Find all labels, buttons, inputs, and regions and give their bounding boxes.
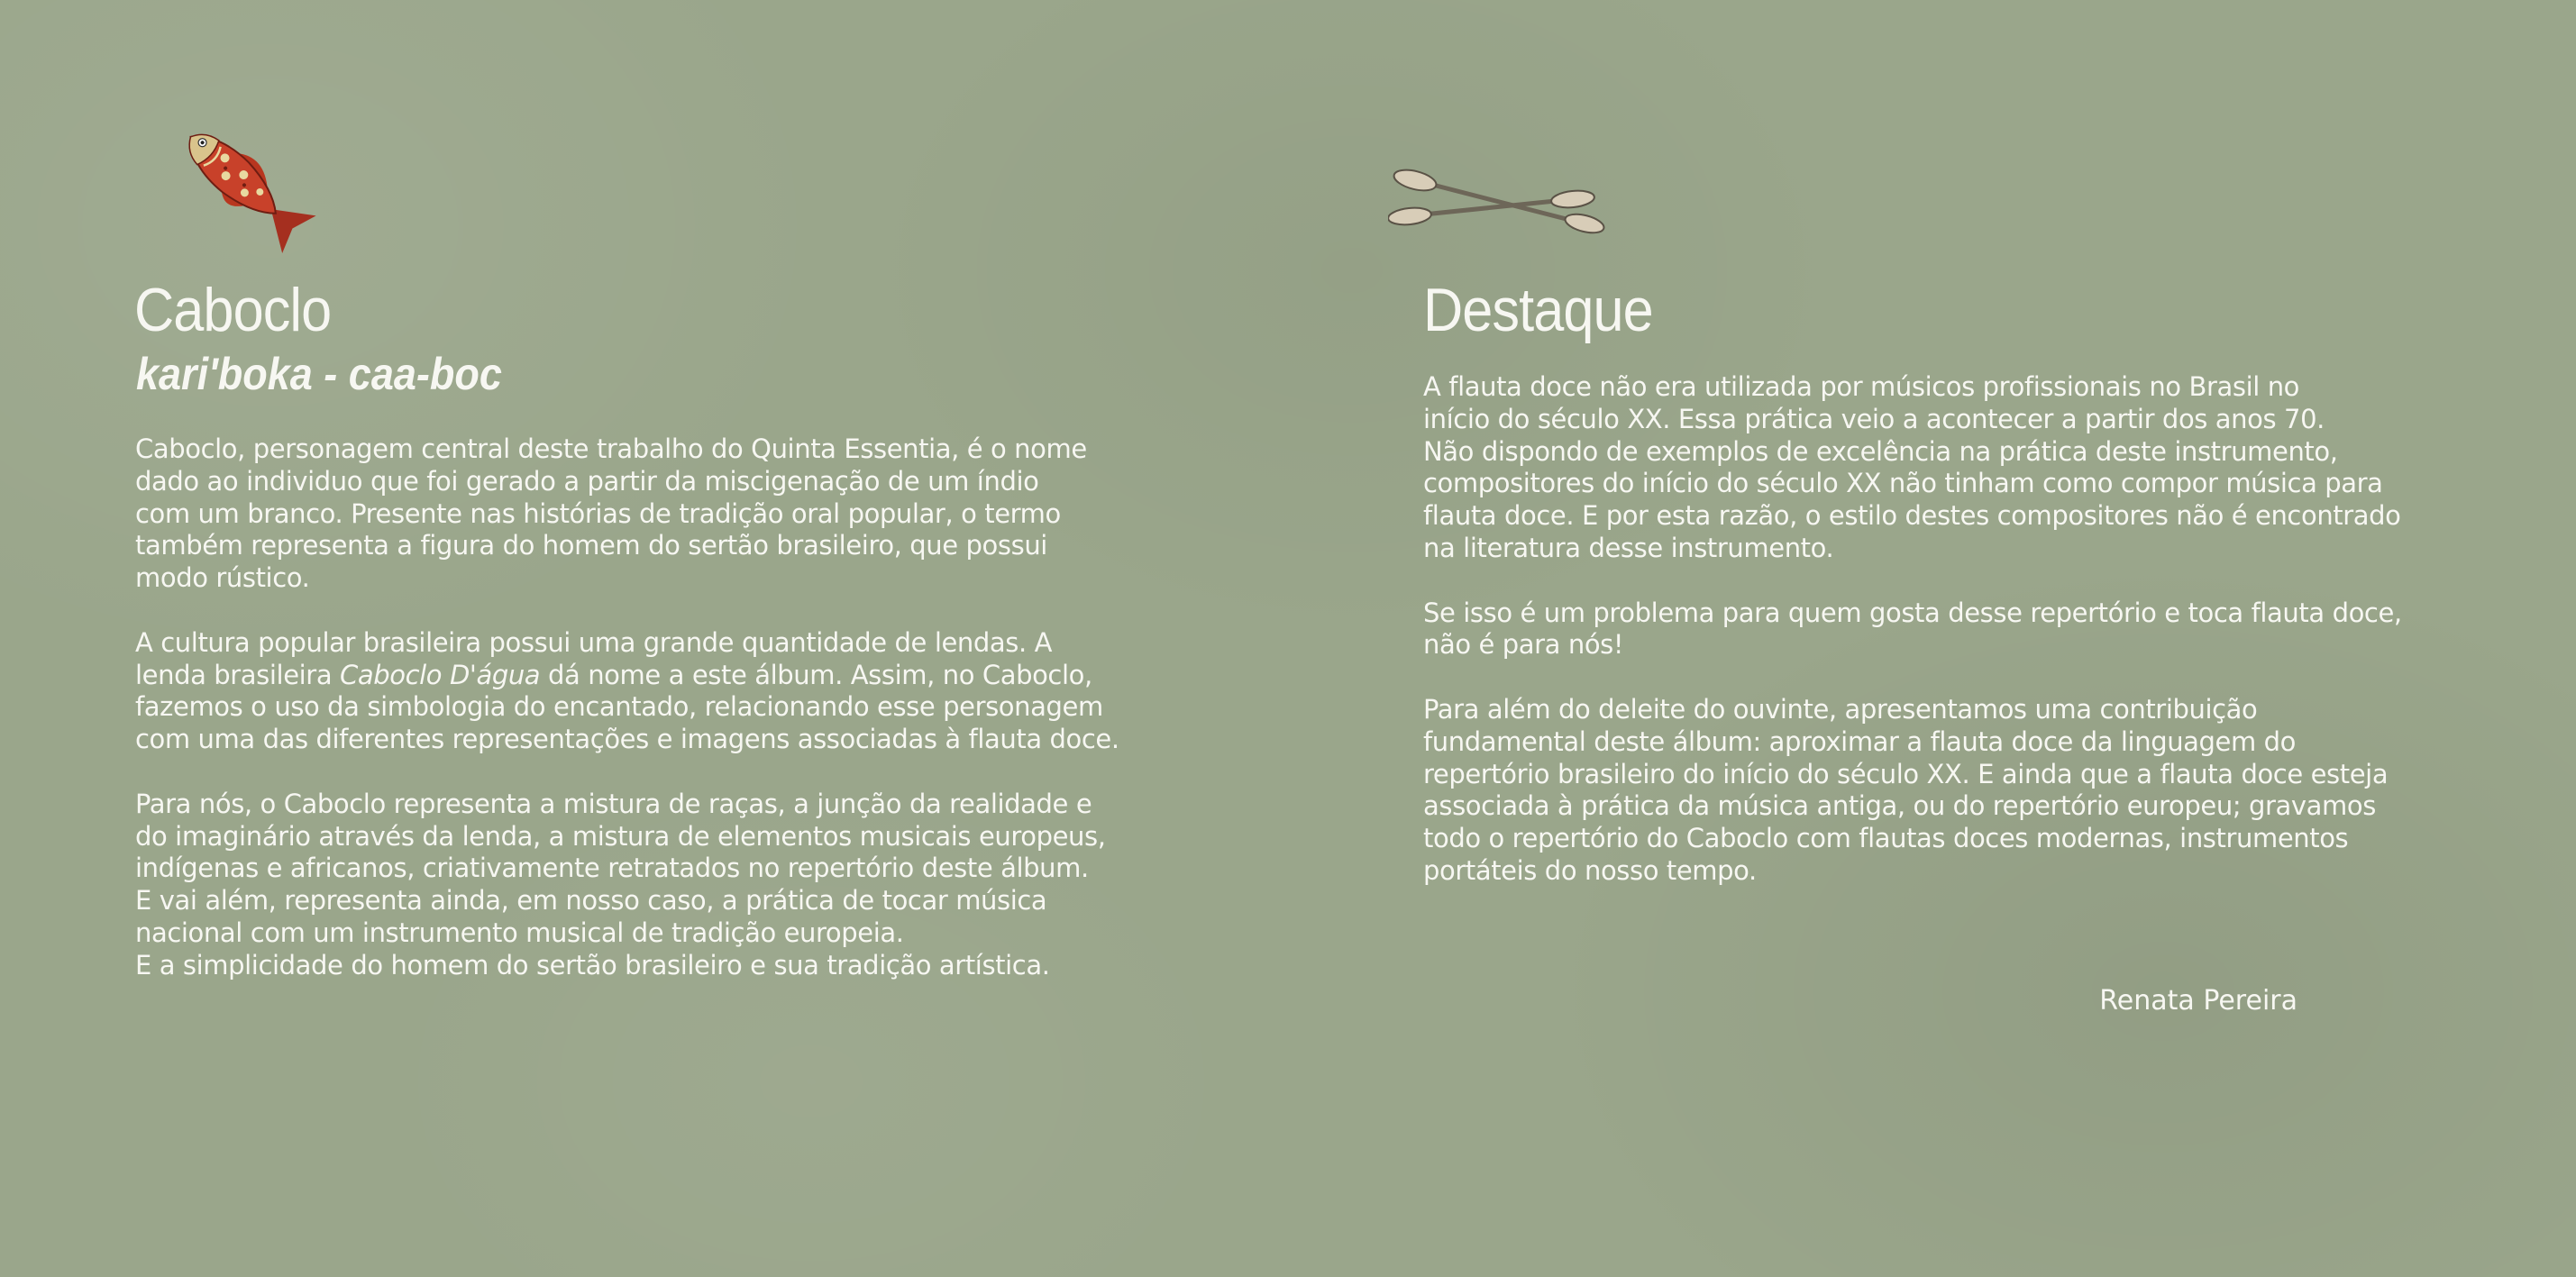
text-line: nacional com um instrumento musical de tradição europeia. [135, 917, 904, 948]
text-line: E vai além, representa ainda, em nosso caso, a prática de tocar música [135, 885, 1047, 917]
fish-icon [167, 108, 324, 266]
text-line: Para nós, o Caboclo representa a mistura de raças, a junção da realidade e [135, 788, 1092, 819]
text-line: portáteis do nosso tempo. [1423, 854, 1757, 886]
left-paragraph-2 [135, 627, 1119, 756]
right-paragraph-3 [1423, 694, 2402, 888]
left-page-title: Caboclo [134, 276, 332, 344]
text-line: modo rústico. [135, 562, 310, 594]
text-line: Caboclo, personagem central deste trabalho do Quinta Essentia, é o nome [135, 433, 1087, 464]
text-line-start: lenda brasileira [135, 659, 341, 690]
text-line: com uma das diferentes representações e imagens associadas à flauta doce. [135, 724, 1119, 755]
left-paragraph-3 [135, 789, 1119, 982]
text-line: Para além do deleite do ouvinte, apresentamos uma contribuição [1423, 693, 2258, 725]
right-paragraph-1 [1423, 371, 2402, 565]
text-line: do imaginário através da lenda, a mistura de elementos musicais europeus, [135, 820, 1106, 852]
left-page-body [135, 433, 1119, 982]
text-line: não é para nós! [1423, 629, 1624, 661]
text-line: A cultura popular brasileira possui uma grande quantidade de lendas. A [135, 626, 1053, 658]
text-line: repertório brasileiro do início do século XX. E ainda que a flauta doce esteja [1423, 758, 2389, 789]
text-line: todo o repertório do Caboclo com flautas doces modernas, instrumentos [1423, 823, 2349, 854]
right-page-title: Destaque [1423, 276, 1653, 344]
text-line: Não dispondo de exemplos de excelência na prática deste instrumento, [1423, 435, 2338, 467]
text-line: dado ao individuo que foi gerado a partir da miscigenação de um índio [135, 465, 1039, 497]
text-line: também representa a figura do homem do sertão brasileiro, que possui [135, 530, 1047, 561]
text-line: com um branco. Presente nas histórias de tradição oral popular, o termo [135, 497, 1061, 529]
text-line-end: dá nome a este álbum. Assim, no Caboclo, [540, 659, 1092, 690]
left-paragraph-1 [135, 433, 1119, 595]
right-paragraph-2 [1423, 597, 2402, 662]
text-line [135, 660, 1119, 692]
crossed-sticks-icon [1388, 162, 1613, 252]
text-line: A flauta doce não era utilizada por músicos profissionais no Brasil no [1423, 371, 2300, 402]
text-line: E a simplicidade do homem do sertão brasileiro e sua tradição artística. [135, 949, 1050, 981]
text-line: na literatura desse instrumento. [1423, 532, 1834, 563]
author-signature: Renata Pereira [2099, 985, 2297, 1017]
right-page-body [1423, 371, 2402, 888]
album-name-italic: Caboclo D'água [340, 659, 541, 690]
text-line: início do século XX. Essa prática veio a acontecer a partir dos anos 70. [1423, 403, 2325, 434]
text-line: fundamental deste álbum: aproximar a flauta doce da linguagem do [1423, 725, 2297, 757]
text-line: Se isso é um problema para quem gosta desse repertório e toca flauta doce, [1423, 597, 2402, 628]
left-page-subtitle: kari'boka - caa-boc [136, 349, 502, 399]
text-line: fazemos o uso da simbologia do encantado, relacionando esse personagem [135, 691, 1103, 723]
text-line: compositores do início do século XX não tinham como compor música para [1423, 468, 2383, 499]
text-line: flauta doce. E por esta razão, o estilo destes compositores não é encontrado [1423, 500, 2401, 532]
text-line: associada à prática da música antiga, ou do repertório europeu; gravamos [1423, 790, 2376, 822]
text-line: indígenas e africanos, criativamente retratados no repertório deste álbum. [135, 853, 1089, 884]
